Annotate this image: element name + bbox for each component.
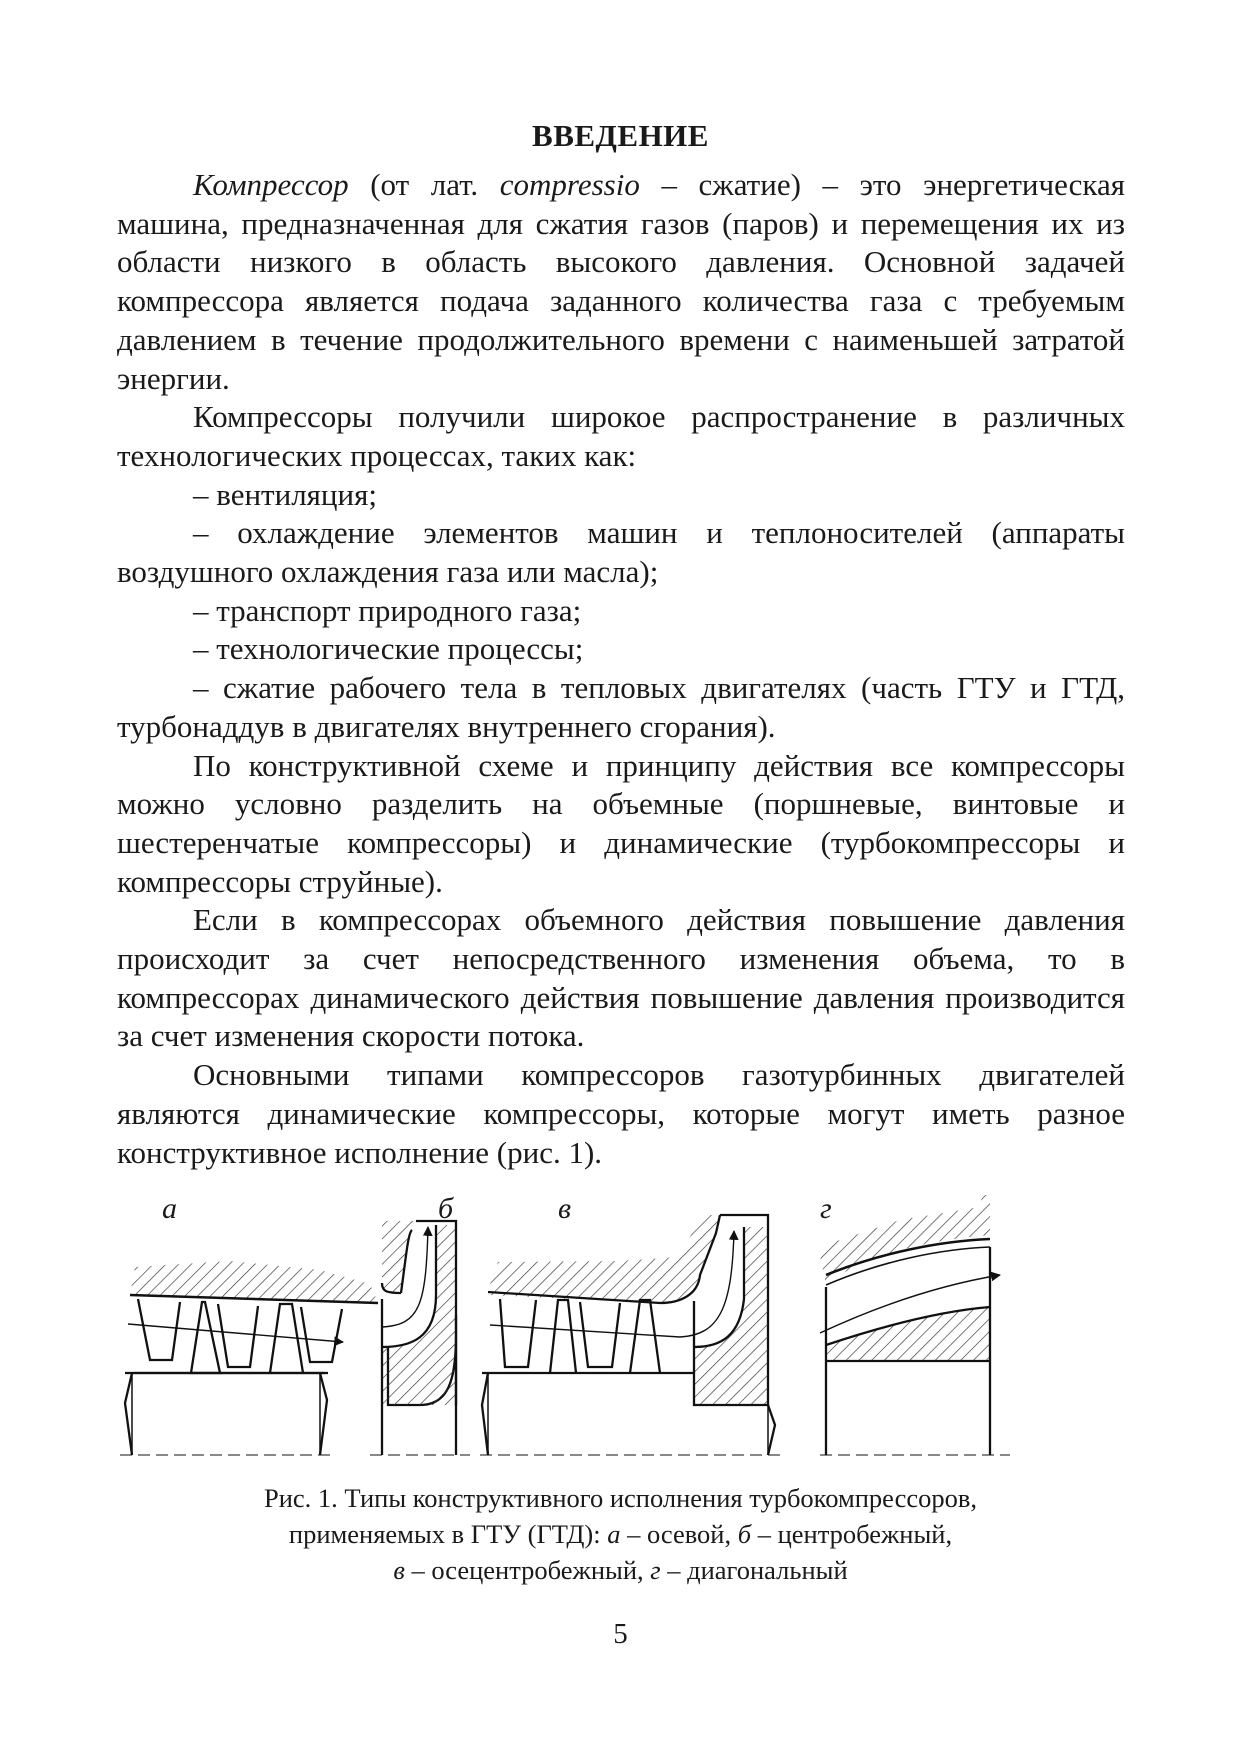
caption-prefix: применяемых в ГТУ (ГТД):: [288, 1519, 608, 1549]
list-item: – технологические процессы;: [193, 631, 584, 667]
definition-part-1: (от лат.: [348, 167, 500, 202]
term-compressor: Компрессор: [193, 167, 349, 202]
caption-label-b: б: [737, 1519, 752, 1549]
caption-label-g: г: [650, 1555, 661, 1585]
caption-line-3: [0, 1552, 1241, 1588]
diagram-centrifugal: [370, 1221, 470, 1455]
paragraph-definition: [117, 166, 1125, 398]
paragraph-applications: Компрессоры получили широкое распространение в различных технологических процессах, таких как:: [117, 399, 1125, 473]
list-item: – транспорт природного газа;: [193, 592, 582, 628]
caption-line-2: [0, 1516, 1241, 1552]
list-item: – охлаждение элементов машин и теплоносителей (аппараты воздушного охлаждения газа или масла);: [117, 515, 1125, 590]
diagram-axial: [120, 1261, 378, 1455]
diagram-axial-centrifugal: [480, 1215, 785, 1455]
page-number: 5: [613, 1618, 628, 1650]
paragraph-types: Основными типами компрессоров газотурбинных двигателей являются динамические компрессоры, которые могут иметь разное конструктивное исполнение (рис. 1).: [117, 1057, 1125, 1170]
caption-text-b: – центробежный,: [751, 1519, 953, 1549]
definition-part-2: – сжатие) – это энергетическая машина, предназначенная для сжатия газов (паров) и перемещения их из области низкого в область высокого давления. Основной задачей компрессора является подача заданного количества газа с требуемым давлением в течение продолжительного времени с наименьшей затратой энергии.: [117, 167, 1125, 396]
body-text: [117, 166, 1125, 1172]
list-item: – вентиляция;: [193, 476, 377, 512]
label-a: а: [162, 1195, 177, 1225]
label-v: в: [558, 1195, 572, 1225]
caption-text-a: – осевой,: [620, 1519, 738, 1549]
diagram-diagonal: [820, 1195, 1010, 1455]
latin-term: compressio: [499, 167, 640, 202]
caption-text-g: – диагональный: [660, 1555, 848, 1585]
compressor-diagrams: [120, 1195, 1130, 1465]
caption-label-v: в: [393, 1555, 405, 1585]
figure-compressor-types: [120, 1195, 1130, 1470]
page-title: ВВЕДЕНИЕ: [532, 118, 709, 153]
caption-label-a: а: [607, 1519, 621, 1549]
list-item: – сжатие рабочего тела в тепловых двигателях (часть ГТУ и ГТД, турбонаддув в двигателях внутреннего сгорания).: [117, 670, 1125, 744]
label-b: б: [438, 1195, 454, 1225]
label-g: г: [820, 1195, 832, 1225]
caption-line-1: Рис. 1. Типы конструктивного исполнения турбокомпрессоров,: [264, 1483, 977, 1513]
caption-text-v: – осецентробежный,: [404, 1555, 651, 1585]
paragraph-classification: По конструктивной схеме и принципу действия все компрессоры можно условно разделить на объемные (поршневые, винтовые и шестеренчатые компрессоры) и динамические (турбокомпрессоры и компрессоры струйные).: [117, 747, 1125, 899]
figure-caption: [0, 1480, 1241, 1588]
paragraph-principle: Если в компрессорах объемного действия повышение давления происходит за счет непосредственного изменения объема, то в компрессорах динамического действия повышение давления производится за счет изменения скорости потока.: [117, 902, 1125, 1054]
